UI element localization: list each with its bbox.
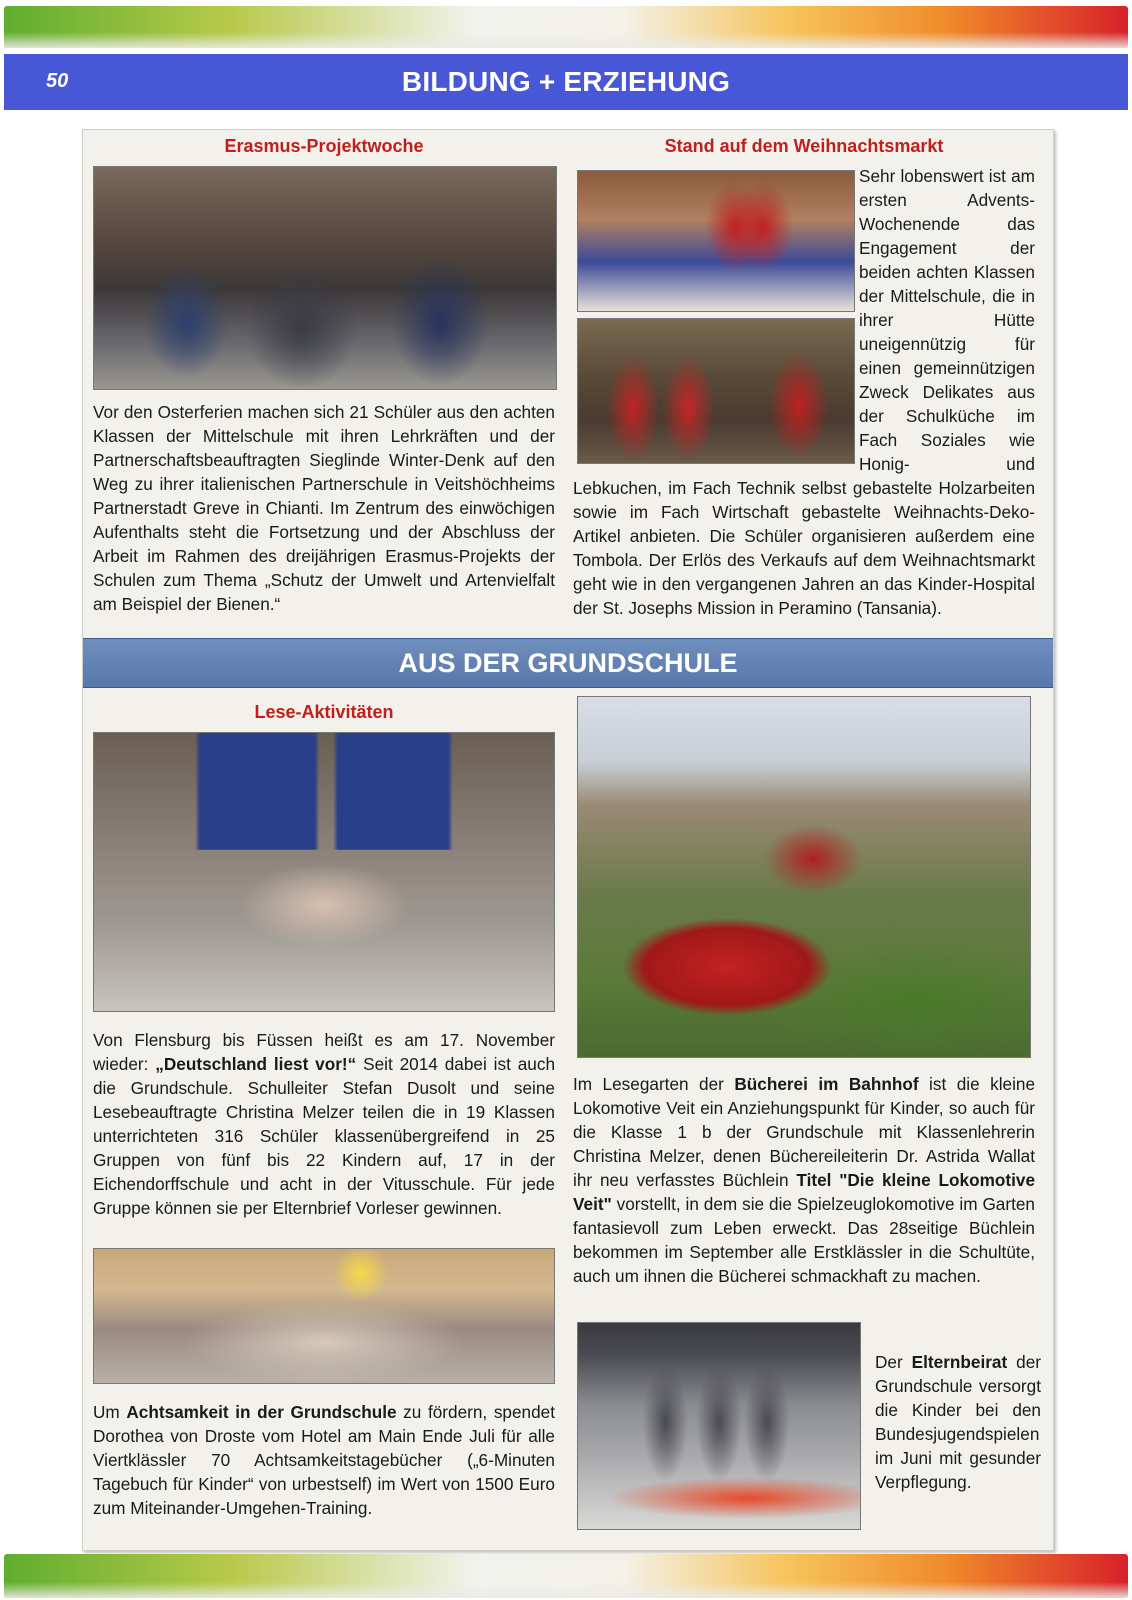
lokomotive-text-bold-2: Titel "Die kleine Lokomotive Veit" <box>573 1170 1035 1214</box>
weihnachtsmarkt-title: Stand auf dem Weihnachtsmarkt <box>664 136 944 156</box>
erasmus-text: Vor den Osterferien machen sich 21 Schüler aus den achten Klassen der Mittelschule mit ihren Lehrkräften und der Partnerschaftsbeauftragten Sieglinde Winter-Denk auf den Weg zu ihrer italienischen Partnerschule in Veitshöchheims Partnerstadt Greve in Chianti. Im Zentrum des einwöchigen Aufenthalts steht die Fortsetzung und der Abschluss der Arbeit im Rahmen des dreijährigen Erasmus-Projekts der Schulen zum Thema „Schutz der Umwelt und Artenvielfalt am Beispiel der Bienen.“ <box>93 402 555 614</box>
lokomotive-text-3: vorstellt, in dem sie die Spielzeuglokomotive im Garten fantasievoll zum Leben erweckt. Das 28seitige Büchlein bekommen im September alle Erstklässler in die Schultüte, auch um ihnen die Bücherei schmackhaft zu machen. <box>573 1194 1035 1286</box>
page-header <box>4 54 1128 110</box>
lese-text-1: Von Flensburg bis Füssen heißt es am 17. November wieder: <box>93 1030 555 1074</box>
elternbeirat-text-2: der Grundschule versorgt die Kinder bei den Bundesjugendspielen im Juni mit gesunder Verpflegung. <box>875 1352 1041 1492</box>
achtsamkeit-photo <box>93 1248 555 1384</box>
achtsamkeit-text-2: zu fördern, spendet Dorothea von Droste vom Hotel am Main Ende Juli für alle Viertklässler 70 Achtsamkeitstagebücher („6-Minuten Tagebuch für Kinder“ von urbestself) im Wert von 1500 Euro zum Miteinander-Umgehen-Training. <box>93 1402 555 1518</box>
lokomotive-text-2: ist die kleine Lokomotive Veit ein Anziehungspunkt für Kinder, so auch für die Klasse 1 b der Grundschule mit Klassenlehrerin Christina Melzer, denen Büchereileiterin Dr. Astrida Wallat ihr neu verfasstes Büchlein <box>573 1074 1036 1190</box>
lese-title: Lese-Aktivitäten <box>254 702 394 722</box>
grundschule-heading: AUS DER GRUNDSCHULE <box>398 648 738 678</box>
elternbeirat-text <box>875 1350 1041 1494</box>
weihnachtsmarkt-text <box>573 164 1035 620</box>
weihnachtsmarkt-text-content: Sehr lobenswert ist am ersten Advents-Wochenende das Engagement der beiden achten Klassen der Mittelschule, die in ihrer Hütte uneigennützig für einen gemeinnützigen Zweck Delikates aus der Schulküche im Fach Soziales wie Honig- und Lebkuchen, im Fach Technik selbst gebastelte Holzarbeiten sowie im Fach Wirtschaft gebastelte Weihnachts-Deko-Artikel anbieten. Die Schüler organisieren außerdem eine Tombola. Der Erlös des Verkaufs auf dem Weihnachtsmarkt geht wie in den vergangenen Jahren an das Kinder-Hospital der St. Josephs Mission in Peramino (Tansania). <box>573 166 1035 618</box>
lokomotive-text <box>573 1072 1035 1288</box>
lokomotive-text-1: Im Lesegarten der <box>573 1074 735 1094</box>
lese-photo <box>93 732 555 1012</box>
achtsamkeit-text-bold: Achtsamkeit in der Grundschule <box>126 1402 397 1422</box>
bottom-decorative-stripe <box>4 1554 1128 1598</box>
elternbeirat-text-bold: Elternbeirat <box>911 1352 1008 1372</box>
top-decorative-stripe <box>4 6 1128 48</box>
lese-text-bold: „Deutschland liest vor!“ <box>155 1054 357 1074</box>
grundschule-section-header <box>83 638 1053 688</box>
elternbeirat-photo <box>577 1322 861 1530</box>
lokomotive-text-bold-1: Bücherei im Bahnhof <box>734 1074 919 1094</box>
lese-text-2: Seit 2014 dabei ist auch die Grundschule. Schulleiter Stefan Dusolt und seine Lesebeauftragte Christina Melzer teilen die in 19 Klassen unterrichteten 316 Schüler klassenübergreifend in 25 Gruppen von fünf bis 22 Kindern auf, 17 in der Eichendorffschule und acht in der Vitusschule. Für jede Gruppe können sie per Elternbrief Vorleser gewinnen. <box>93 1054 555 1218</box>
achtsamkeit-text-1: Um <box>93 1402 127 1422</box>
page-title: BILDUNG + ERZIEHUNG <box>401 66 731 97</box>
content-panel <box>82 129 1054 1551</box>
erasmus-photo <box>93 166 557 390</box>
photo-spacer <box>573 164 859 464</box>
achtsamkeit-text <box>93 1400 555 1520</box>
lese-text <box>93 1028 555 1220</box>
lokomotive-photo <box>577 696 1031 1058</box>
elternbeirat-text-1: Der <box>875 1352 912 1372</box>
erasmus-title: Erasmus-Projektwoche <box>224 136 424 156</box>
page-number: 50 <box>46 70 69 92</box>
